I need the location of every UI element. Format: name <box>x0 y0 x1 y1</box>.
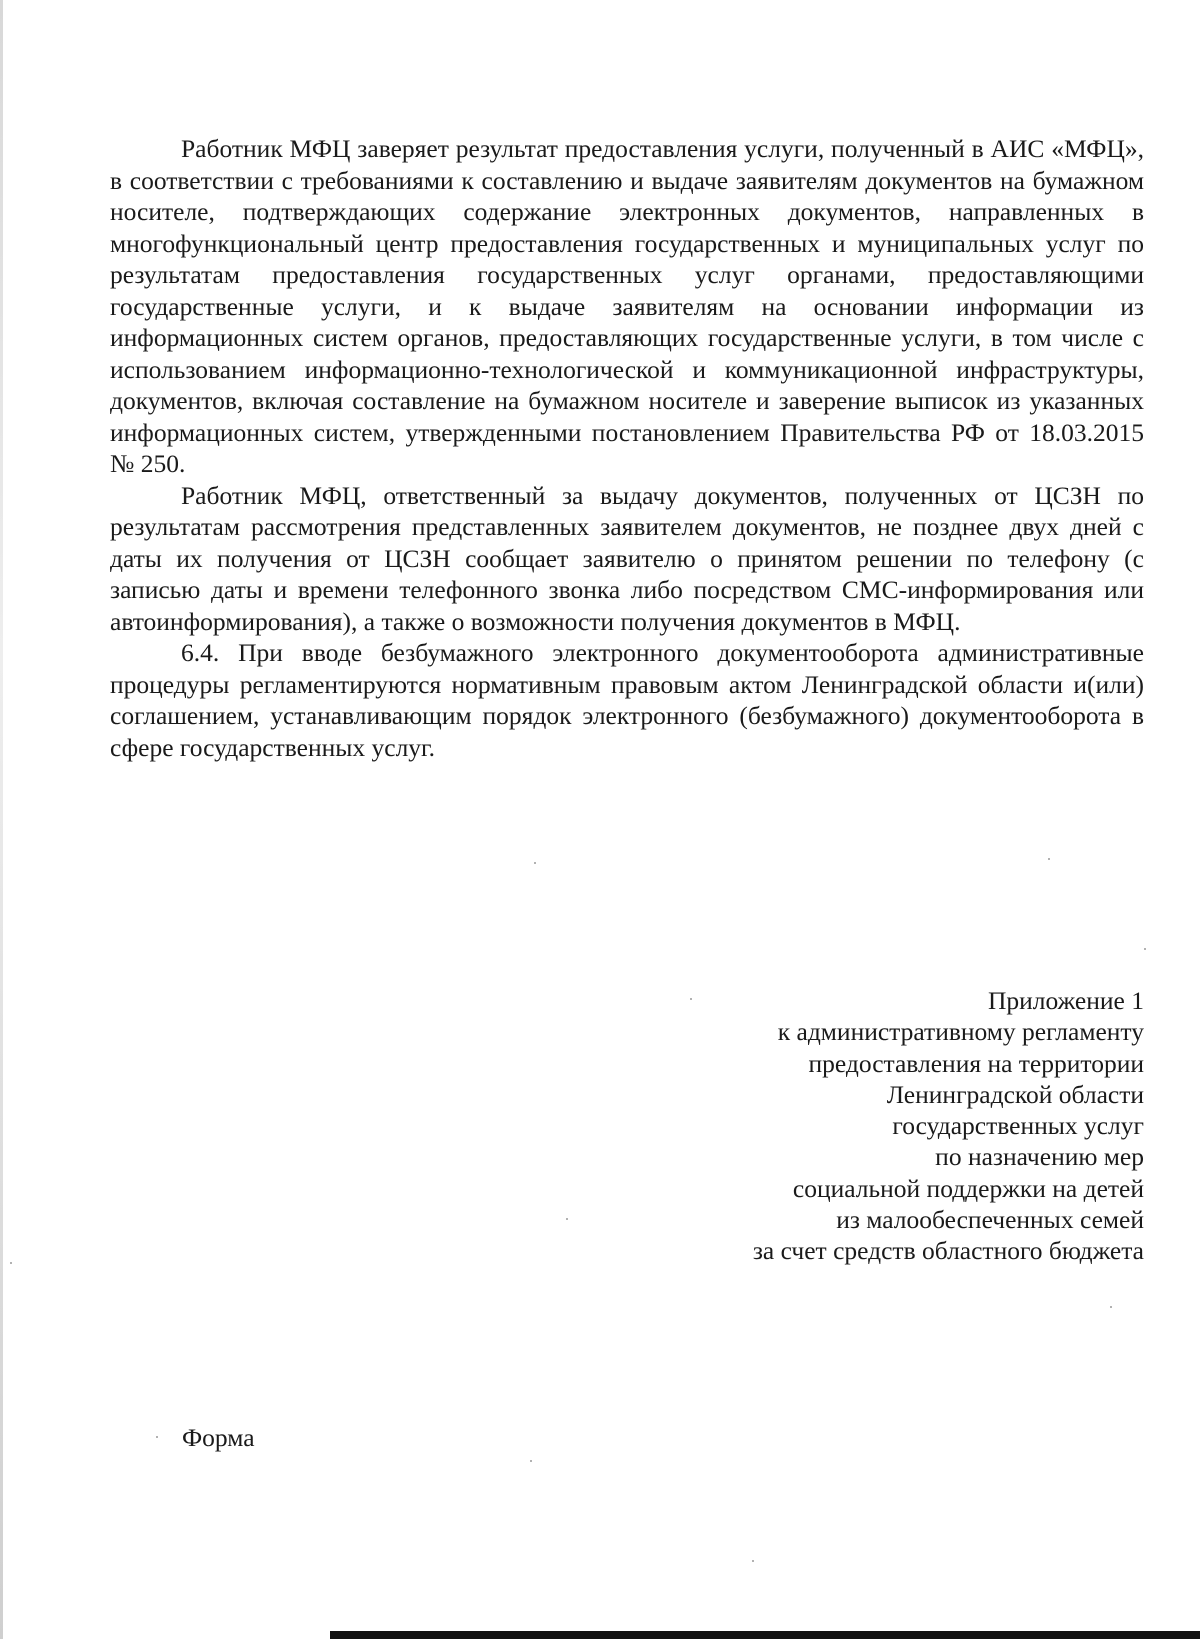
appendix-line: к административному регламенту <box>777 1017 1144 1047</box>
scan-speck <box>1144 948 1146 950</box>
scan-left-edge <box>0 0 3 1639</box>
appendix-line: социальной поддержки на детей <box>792 1173 1144 1203</box>
appendix-line: предоставления на территории <box>808 1048 1144 1078</box>
appendix-line: за счет средств областного бюджета <box>752 1236 1144 1266</box>
appendix-line: Ленинградской области <box>886 1079 1144 1109</box>
scan-speck <box>10 1262 12 1264</box>
appendix-title: Приложение 1 <box>988 986 1144 1015</box>
scan-speck <box>1110 1306 1112 1308</box>
scan-speck <box>566 1218 568 1220</box>
paragraph-6-4: 6.4. При вводе безбумажного электронного документооборота административные процедуры регламентируются нормативным правовым актом Ленинградской области и(или) соглашением, устанавливающим порядок электронного (безбумажного) документооборота в сфере государственных услуг. <box>110 638 1144 762</box>
scan-speck <box>752 1560 754 1562</box>
scan-bottom-edge <box>330 1631 1200 1639</box>
form-label: Форма <box>182 1423 255 1452</box>
appendix-line: по назначению мер <box>935 1142 1144 1172</box>
body-text <box>110 133 1144 763</box>
scan-speck <box>156 1436 158 1438</box>
scan-speck <box>1048 858 1050 860</box>
appendix-line: из малообеспеченных семей <box>836 1205 1144 1235</box>
appendix-line: государственных услуг <box>892 1111 1144 1141</box>
paragraph-notification: Работник МФЦ, ответственный за выдачу документов, полученных от ЦСЗН по результатам рассмотрения представленных заявителем документов, не позднее двух дней с даты их получения от ЦСЗН сообщает заявителю о принятом решении по телефону (с записью даты и времени телефонного звонка либо посредством СМС-информирования или автоинформирования), а также о возможности получения документов в МФЦ. <box>110 480 1144 636</box>
paragraph-certification: Работник МФЦ заверяет результат предоставления услуги, полученный в АИС «МФЦ», в соответствии с требованиями к составлению и выдаче заявителям документов на бумажном носителе, подтверждающих содержание электронных документов, направленных в многофункциональный центр предоставления государственных и муниципальных услуг по результатам предоставления государственных услуг органами, предоставляющими государственные услуги, и к выдаче заявителям на основании информации из информационных систем органов, предоставляющих государственные услуги, в том числе с использованием информационно-технологической и коммуникационной инфраструктуры, документов, включая составление на бумажном носителе и заверение выписок из указанных информационных систем, утвержденными постановлением Правительства РФ от 18.03.2015 № 250. <box>110 134 1144 478</box>
scan-speck <box>534 862 536 864</box>
scan-speck <box>530 1460 532 1462</box>
appendix-header <box>600 985 1144 1267</box>
